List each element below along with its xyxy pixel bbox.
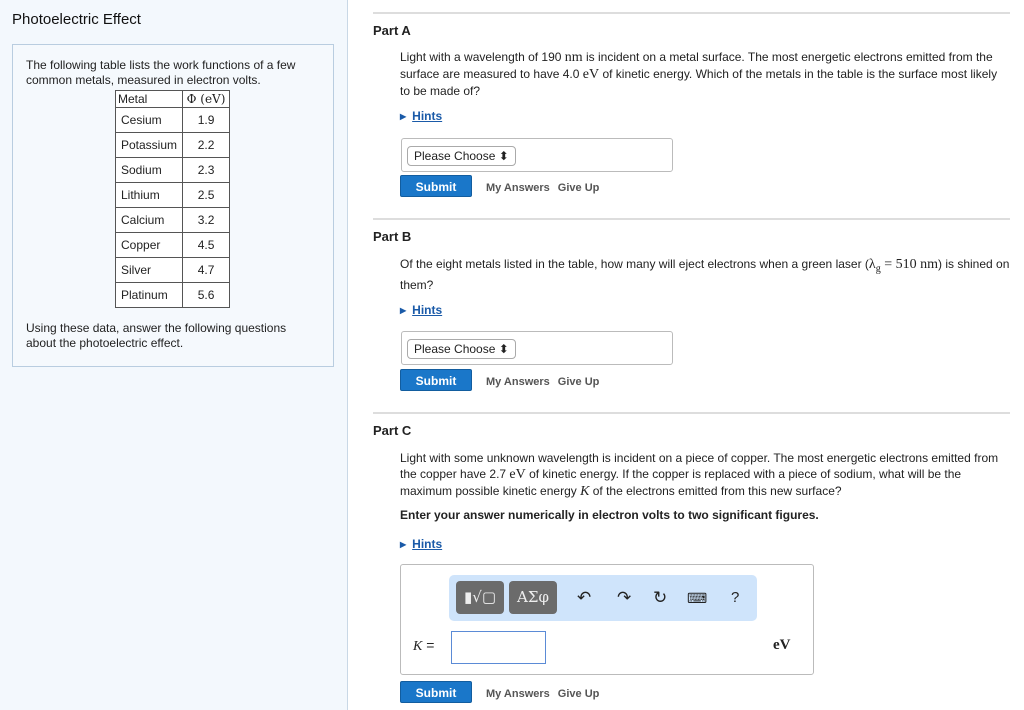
part-b-answer-box: [401, 331, 673, 365]
work-function-table: [115, 90, 230, 308]
metal-name: Sodium: [116, 158, 183, 183]
work-function-value: 2.3: [183, 158, 230, 183]
part-a: [373, 12, 1010, 218]
part-b-actions: [400, 369, 599, 391]
part-b-hints-link[interactable]: ▶ Hints: [400, 303, 443, 317]
greek-symbols-button[interactable]: ΑΣφ: [509, 581, 557, 614]
part-a-my-answers-link[interactable]: My Answers: [486, 182, 550, 194]
part-b: [373, 218, 1010, 412]
part-a-actions: [400, 175, 599, 197]
metal-name: Platinum: [116, 283, 183, 308]
part-c-title: Part C: [373, 423, 412, 438]
k-label: K =: [413, 637, 435, 654]
undo-icon[interactable]: ↶: [577, 588, 592, 607]
metal-name: Copper: [116, 233, 183, 258]
part-c-give-up-link[interactable]: Give Up: [557, 688, 600, 700]
intro-text-2: Using these data, answer the following questions about the photoelectric effect.: [26, 321, 287, 350]
part-b-my-answers-link[interactable]: My Answers: [486, 376, 550, 388]
part-c-submit-button[interactable]: Submit: [400, 681, 472, 703]
part-a-question: Light with a wavelength of 190 nm is incident on a metal surface. The most energetic electrons emitted from the surface are measured to have 4.0 eV of kinetic energy. Which of the metals in the table is the surface most likely to be made of?: [400, 50, 998, 98]
work-function-value: 2.2: [183, 133, 230, 158]
page-title: Photoelectric Effect: [12, 11, 141, 28]
table-row: [116, 208, 230, 233]
table-row: [116, 133, 230, 158]
part-c-hints-link[interactable]: ▶ Hints: [400, 537, 443, 551]
work-function-value: 2.5: [183, 183, 230, 208]
unit-label: eV: [773, 637, 791, 653]
metal-name: Calcium: [116, 208, 183, 233]
templates-button[interactable]: ▮√▢: [456, 581, 504, 614]
help-button[interactable]: ?: [731, 589, 740, 606]
work-function-value: 4.7: [183, 258, 230, 283]
work-function-value: 1.9: [183, 108, 230, 133]
work-function-value: 5.6: [183, 283, 230, 308]
updown-icon: ⬍: [498, 149, 509, 163]
part-b-title: Part B: [373, 229, 412, 244]
work-function-value: 4.5: [183, 233, 230, 258]
metal-name: Lithium: [116, 183, 183, 208]
caret-right-icon: ▶: [400, 540, 407, 549]
table-row: [116, 158, 230, 183]
table-row: [116, 258, 230, 283]
metal-name: Cesium: [116, 108, 183, 133]
metal-name: Potassium: [116, 133, 183, 158]
part-a-answer-box: [401, 138, 673, 172]
header-metal: Metal: [116, 91, 183, 108]
part-a-title: Part A: [373, 23, 411, 38]
part-c-question: Light with some unknown wavelength is incident on a piece of copper. The most energetic electrons emitted from the copper have 2.7 eV of kinetic energy. If the copper is replaced with a piece of sodium, what will be the maximum possible kinetic energy K of the electrons emitted from this new surface?: [400, 451, 999, 499]
math-toolbar: [449, 575, 757, 621]
part-b-select[interactable]: Please Choose ⬍: [407, 339, 516, 359]
keyboard-icon[interactable]: ⌨: [687, 590, 708, 606]
part-c-actions: [400, 681, 599, 703]
metal-name: Silver: [116, 258, 183, 283]
part-c-my-answers-link[interactable]: My Answers: [486, 688, 550, 700]
part-b-question: Of the eight metals listed in the table, how many will eject electrons when a green laser ($\lambda_g = 510$ nm) is shined on them?: [400, 257, 1010, 293]
part-a-select[interactable]: Please Choose ⬍: [407, 146, 516, 166]
k-answer-input[interactable]: [451, 631, 546, 664]
reset-icon[interactable]: ↻: [653, 588, 668, 607]
table-row: [116, 108, 230, 133]
part-c-answer-box: [400, 564, 814, 675]
table-row: [116, 183, 230, 208]
table-row: [116, 233, 230, 258]
part-c: [373, 412, 1010, 710]
part-a-submit-button[interactable]: Submit: [400, 175, 472, 197]
intro-panel: [0, 0, 348, 710]
redo-icon[interactable]: ↷: [617, 588, 632, 607]
part-c-instruction: Enter your answer numerically in electron volts to two significant figures.: [400, 508, 819, 522]
part-b-give-up-link[interactable]: Give Up: [557, 376, 600, 388]
caret-right-icon: ▶: [400, 306, 407, 315]
part-a-hints-link[interactable]: ▶ Hints: [400, 109, 443, 123]
part-b-submit-button[interactable]: Submit: [400, 369, 472, 391]
updown-icon: ⬍: [498, 342, 509, 356]
part-a-give-up-link[interactable]: Give Up: [557, 182, 600, 194]
header-phi: Φ (eV): [183, 91, 230, 108]
caret-right-icon: ▶: [400, 112, 407, 121]
work-function-value: 3.2: [183, 208, 230, 233]
intro-text: The following table lists the work functions of a few common metals, measured in electron volts.: [26, 58, 296, 87]
intro-box: [12, 44, 334, 367]
table-row: [116, 283, 230, 308]
